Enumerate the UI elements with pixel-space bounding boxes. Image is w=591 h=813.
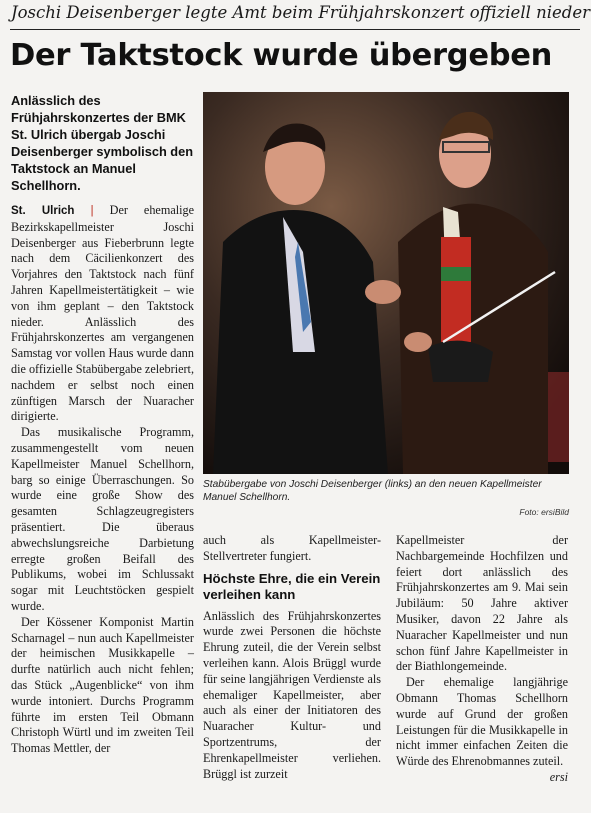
- col1-p1-text: Der ehemalige Bezirkskapellmeister Joschi Deisenberger aus Fieberbrunn legte nach dem Cäcilienkonzert des Vorjahres den Taktstock nach fünf Jahren Kapellmeistertätigkeit – wie von ihm geplant – den Taktstock nieder. Anlässlich des Frühjahrskonzertes am vergangenen Samstag vor vollen Haus wurde dann die offizielle Stabübergabe zelebriert, nachdem er selbst noch einen zünftigen Marsch der Nuaracher dirigierte.: [11, 203, 195, 424]
- subheadline: Höchste Ehre, die ein Verein verleihen kann: [203, 570, 381, 602]
- col1-paragraph-2: Das musikalische Programm, zusammengestellt vom neuen Kapellmeister Manuel Schellhorn, barg so einige Überraschungen. So wurde eine große Show des gesamten Schlagzeugregisters präsentiert. Die überaus abwechslungsreiche Darbietung erregte großen Beifall des Publikums, wobei im Schlussakt sogar mit Leuchtstöcken gespielt wurde.: [11, 425, 194, 613]
- dateline: St. Ulrich: [11, 205, 75, 217]
- column-2: [203, 533, 381, 782]
- article-photo: [203, 92, 569, 474]
- col1-paragraph-1: [11, 203, 194, 425]
- headline: Der Taktstock wurde übergeben: [10, 38, 553, 73]
- col1-paragraph-3: Der Kössener Komponist Martin Scharnagel – nun auch Kapellmeister der heimischen Musikkapelle – durfte natürlich auch nicht fehlen; das Stück „Augenblicke“ von ihm wurde intoniert. Durchs Programm führte im ersten Teil Obmann Christoph Würtl und im zweiten Teil Thomas Mettler, der: [11, 614, 194, 756]
- dateline-separator: |: [90, 203, 94, 217]
- kicker-line: Joschi Deisenberger legte Amt beim Frühjahrskonzert offiziell nieder: [11, 3, 591, 22]
- col3-paragraph-1: Kapellmeister der Nachbargemeinde Hochfilzen und feiert dort anlässlich des Frühjahrskonzertes am 9. Mai sein Jubiläum: 50 Jahre aktiver Musiker, davon 22 Jahre als Nuaracher Kapellmeister und nun schon fünf Jahre Kapellmeister in der Biathlongemeinde.: [396, 533, 568, 674]
- author-signature: ersi: [549, 769, 568, 784]
- col2-paragraph-1: auch als Kapellmeister-Stellvertreter fungiert.: [203, 533, 381, 563]
- col2-paragraph-2: Anlässlich des Frühjahrskonzertes wurde zwei Personen die höchste Ehrung zuteil, die der Verein selbst verleihen kann. Alois Brüggl wurde für seine langjährigen Verdienste als ehemaliger Kapellmeister, aber auch als einer der Initiatoren des Nuaracher Kultur- und Sportzentrums, der Ehrenkapellmeister verliehen. Brüggl ist zurzeit: [203, 608, 381, 781]
- col3-p2-text: Der ehemalige langjährige Obmann Thomas Schellhorn wurde auf Grund der großen Leistungen für die Musikkapelle in nicht immer einfachen Zeiten die Würde des Ehrenobmannes zuteil.: [396, 675, 568, 769]
- photo-caption: Stabübergabe von Joschi Deisenberger (links) an den neuen Kapellmeister Manuel Schellhorn.: [203, 479, 542, 503]
- col3-paragraph-2: [396, 675, 568, 784]
- photo-illustration: [203, 92, 569, 474]
- kicker-rule: [10, 29, 580, 30]
- lead-paragraph: Anlässlich des Frühjahrskonzertes der BMK St. Ulrich übergab Joschi Deisenberger symbolisch den Taktstock an Manuel Schellhorn.: [11, 93, 194, 193]
- photo-credit: Foto: ersiBild: [519, 507, 569, 517]
- column-1: [11, 203, 194, 757]
- column-3: [396, 533, 568, 786]
